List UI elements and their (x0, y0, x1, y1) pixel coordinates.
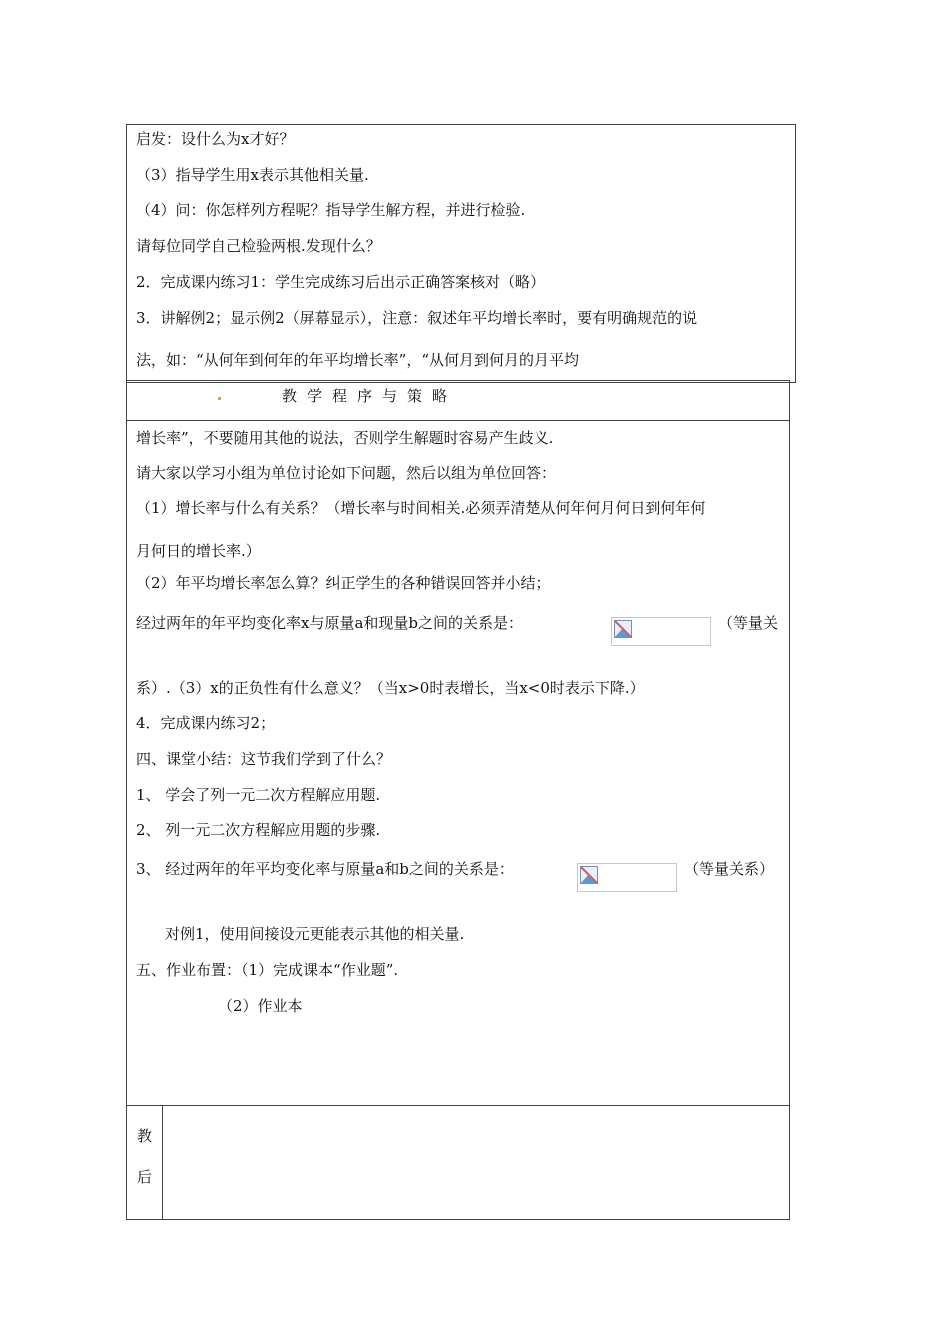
formula-image (577, 863, 677, 892)
text-line: 1、 学会了列一元二次方程解应用题. (136, 786, 381, 804)
text-line: 四、课堂小结：这节我们学到了什么？ (136, 750, 392, 768)
text-line: 增长率”，不要随用其他的说法，否则学生解题时容易产生歧义. (136, 429, 554, 447)
text-line: 2．完成课内练习1：学生完成练习后出示正确答案核对（略） (136, 273, 546, 291)
text-line: （2）年平均增长率怎么算？纠正学生的各种错误回答并小结； (136, 574, 551, 592)
text-line: （4）问：你怎样列方程呢？指导学生解方程，并进行检验. (136, 201, 526, 219)
text-line: （3）指导学生用x表示其他相关量. (136, 166, 369, 184)
decorative-dot (218, 397, 221, 400)
text-line: 月何日的增长率.） (136, 542, 261, 560)
header-divider (126, 420, 790, 421)
text-line: 2、 列一元二次方程解应用题的步骤. (136, 821, 381, 839)
text-line: 对例1，使用间接设元更能表示其他的相关量. (165, 925, 465, 943)
formula-image (611, 617, 711, 646)
broken-image-icon (614, 620, 632, 638)
text-line: （等量关系） (684, 860, 775, 878)
text-line: 经过两年的年平均变化率x与原量a和现量b之间的关系是： (136, 614, 524, 632)
footer-divider (126, 1105, 790, 1106)
section-header: 教学程序与策略 (282, 387, 458, 405)
text-line: 请每位同学自己检验两根.发现什么？ (136, 237, 381, 255)
text-line: 五、作业布置：（1）完成课本“作业题”. (136, 961, 399, 979)
text-line: （等量关 (718, 614, 779, 632)
text-line: 启发：设什么为x才好？ (136, 130, 295, 148)
text-line: 系）.（3）x的正负性有什么意义？（当x>0时表增长，当x<0时表示下降.） (136, 679, 645, 697)
text-line: 4．完成课内练习2； (136, 714, 276, 732)
text-line: 法，如：“从何年到何年的年平均增长率”，“从何月到何月的月平均 (136, 351, 580, 369)
broken-image-icon (580, 866, 598, 884)
text-line: 3．讲解例2；显示例2（屏幕显示），注意：叙述年平均增长率时，要有明确规范的说 (136, 309, 698, 327)
text-line: （1）增长率与什么有关系？（增长率与时间相关.必须弄清楚从何年何月何日到何年何 (136, 499, 706, 517)
text-line: 请大家以学习小组为单位讨论如下问题，然后以组为单位回答： (136, 464, 557, 482)
text-line: 3、 经过两年的年平均变化率与原量a和b之间的关系是： (136, 860, 514, 878)
footer-label-char: 后 (137, 1168, 153, 1186)
footer-column-divider (162, 1105, 163, 1220)
text-line: （2）作业本 (218, 997, 303, 1015)
footer-label-char: 教 (137, 1127, 153, 1145)
